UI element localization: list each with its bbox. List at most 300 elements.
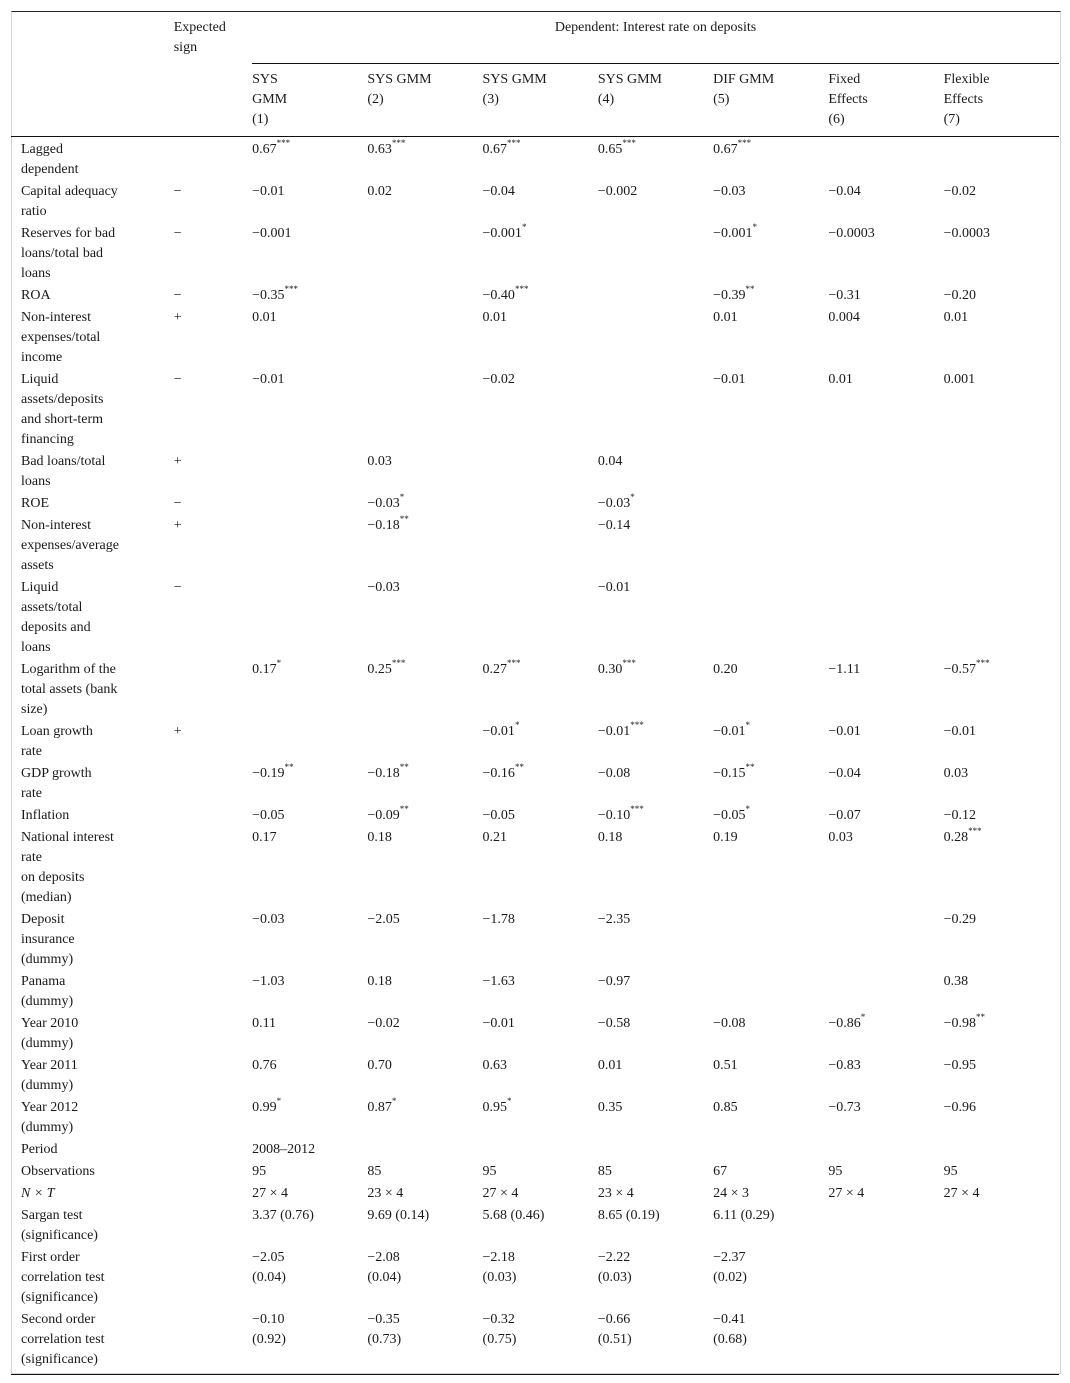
coefficient-value: 85: [597, 1163, 612, 1179]
coefficient-value: 0.95: [482, 1099, 508, 1115]
expected-sign-cell: [174, 909, 252, 971]
expected-sign-cell: +: [173, 517, 182, 533]
coefficient-value: −1.63: [482, 973, 515, 989]
coefficient-value: −0.73: [828, 1099, 861, 1115]
value-cell: [483, 763, 598, 805]
value-cell: [713, 493, 828, 515]
coefficient-value: 24 × 3: [713, 1185, 749, 1201]
value-cell: [367, 1055, 482, 1097]
table-row: [11, 1247, 1059, 1309]
significance-stars: **: [745, 761, 755, 772]
value-cell: [483, 909, 598, 971]
value-cell: [367, 136, 482, 181]
value-cell: [252, 515, 367, 577]
value-cell: [367, 493, 482, 515]
expected-sign-cell: [174, 1097, 252, 1139]
row-label: Year 2012 (dummy): [21, 1099, 79, 1135]
coefficient-value: −0.35 (0.73): [367, 1311, 402, 1347]
value-cell: [483, 1247, 598, 1309]
coefficient-value: 0.03: [828, 829, 853, 845]
value-cell: [828, 763, 943, 805]
table-row: [11, 909, 1059, 971]
value-cell: [944, 827, 1059, 909]
value-cell: [252, 1247, 367, 1309]
value-cell: [367, 307, 482, 369]
coefficient-value: −2.05 (0.04): [252, 1249, 286, 1285]
value-cell: [944, 1055, 1059, 1097]
value-cell: [598, 1205, 713, 1247]
table-row: [11, 721, 1059, 763]
coefficient-value: −0.10 (0.92): [252, 1311, 286, 1347]
value-cell: [483, 223, 598, 285]
value-cell: [252, 307, 367, 369]
table-row: [11, 136, 1059, 181]
value-cell: [483, 136, 598, 181]
row-label: Year 2010 (dummy): [21, 1015, 79, 1051]
significance-stars: *: [399, 491, 405, 502]
value-cell: [828, 451, 943, 493]
table-row: [11, 223, 1059, 285]
column-header-1: SYS GMM (1): [252, 63, 367, 136]
value-cell: [713, 1055, 828, 1097]
value-cell: [944, 223, 1059, 285]
expected-sign-cell: [174, 1205, 252, 1247]
value-cell: [828, 136, 943, 181]
value-cell: [483, 805, 598, 827]
coefficient-value: −0.18: [367, 517, 400, 533]
coefficient-value: 0.25: [367, 661, 392, 677]
value-cell: [483, 1183, 598, 1205]
expected-sign-cell: +: [173, 309, 182, 325]
value-cell: [713, 1013, 828, 1055]
expected-sign-cell: [174, 805, 252, 827]
coefficient-value: −0.97: [597, 973, 631, 989]
regression-table: [11, 11, 1059, 1375]
coefficient-value: −0.29: [943, 911, 977, 927]
expected-sign-cell: [174, 1309, 252, 1375]
value-cell: [828, 1013, 943, 1055]
expected-sign-cell: [174, 827, 252, 909]
value-cell: [828, 805, 943, 827]
value-cell: [483, 307, 598, 369]
value-cell: [483, 493, 598, 515]
coefficient-value: −0.01: [252, 183, 285, 199]
coefficient-value: 0.65: [597, 141, 623, 157]
row-label: Capital adequacy ratio: [21, 183, 118, 219]
value-cell: [828, 1205, 943, 1247]
value-cell: [598, 307, 713, 369]
significance-stars: *: [276, 1095, 282, 1106]
coefficient-value: −0.09: [367, 807, 400, 823]
header-blank-cell: [174, 63, 252, 136]
coefficient-value: −1.11: [828, 661, 861, 677]
header-row-2: [11, 63, 1059, 136]
coefficient-value: −2.18 (0.03): [482, 1249, 517, 1285]
value-cell: [252, 223, 367, 285]
coefficient-value: 0.27: [482, 661, 508, 677]
value-cell: [944, 369, 1059, 451]
coefficient-value: −2.35: [597, 911, 631, 927]
expected-sign-cell: [174, 971, 252, 1013]
value-cell: [483, 577, 598, 659]
value-cell: [828, 1055, 943, 1097]
significance-stars: ***: [968, 825, 982, 836]
row-label: Panama (dummy): [21, 973, 74, 1009]
coefficient-value: 0.17: [252, 829, 277, 845]
value-cell: [252, 805, 367, 827]
value-cell: [483, 181, 598, 223]
row-label: Non-interest expenses/average assets: [21, 517, 119, 573]
value-cell: [367, 181, 482, 223]
coefficient-value: 0.01: [252, 309, 277, 325]
table-row: [11, 1161, 1059, 1183]
value-cell: [713, 1247, 828, 1309]
significance-stars: *: [521, 221, 527, 232]
significance-stars: ***: [284, 283, 298, 294]
column-header-7: Flexible Effects (7): [944, 63, 1059, 136]
value-cell: [944, 1205, 1059, 1247]
significance-stars: ***: [514, 283, 529, 294]
coefficient-value: −0.002: [597, 183, 638, 199]
value-cell: [828, 1139, 943, 1161]
row-label: Period: [21, 1141, 58, 1157]
coefficient-value: 95: [943, 1163, 958, 1179]
table-row: [11, 659, 1059, 721]
value-cell: [713, 136, 828, 181]
value-cell: [252, 721, 367, 763]
table-row: [11, 763, 1059, 805]
coefficient-value: 67: [713, 1163, 728, 1179]
value-cell: [598, 369, 713, 451]
table-row: [11, 1205, 1059, 1247]
value-cell: [252, 763, 367, 805]
coefficient-value: 0.35: [597, 1099, 623, 1115]
value-cell: [713, 1097, 828, 1139]
expected-sign-cell: [174, 1055, 252, 1097]
value-cell: [367, 1309, 482, 1375]
coefficient-value: 0.38: [943, 973, 969, 989]
value-cell: [483, 1055, 598, 1097]
coefficient-value: 0.18: [597, 829, 623, 845]
coefficient-value: 6.11 (0.29): [713, 1207, 775, 1223]
value-cell: [944, 909, 1059, 971]
value-cell: [828, 1309, 943, 1375]
expected-sign-cell: [174, 136, 252, 181]
significance-stars: **: [976, 1011, 986, 1022]
value-cell: [367, 285, 482, 307]
coefficient-value: 0.51: [713, 1057, 738, 1073]
row-label: First order correlation test (significance): [21, 1249, 105, 1305]
coefficient-value: −0.01: [252, 371, 285, 387]
coefficient-value: −0.01: [597, 723, 631, 739]
coefficient-value: −0.83: [828, 1057, 861, 1073]
value-cell: [944, 181, 1059, 223]
significance-stars: *: [276, 657, 282, 668]
expected-sign-cell: [174, 1247, 252, 1309]
table-row: [11, 451, 1059, 493]
coefficient-value: −0.86: [828, 1015, 861, 1031]
value-cell: [944, 451, 1059, 493]
coefficient-value: 95: [482, 1163, 497, 1179]
coefficient-value: −0.001: [713, 225, 753, 241]
coefficient-value: −0.35: [252, 287, 285, 303]
value-cell: [944, 971, 1059, 1013]
value-cell: [598, 223, 713, 285]
value-cell: [252, 971, 367, 1013]
coefficient-value: 0.03: [943, 765, 969, 781]
value-cell: [483, 1161, 598, 1183]
coefficient-value: 27 × 4: [482, 1185, 519, 1201]
row-label: National interest rate on deposits (median): [21, 829, 114, 905]
value-cell: [252, 451, 367, 493]
coefficient-value: 0.02: [367, 183, 392, 199]
coefficient-value: 0.004: [828, 309, 860, 325]
value-cell: [598, 1183, 713, 1205]
value-cell: [598, 805, 713, 827]
row-label: ROE: [21, 495, 49, 511]
value-cell: [598, 493, 713, 515]
value-cell: [367, 223, 482, 285]
row-label: Inflation: [21, 807, 70, 823]
value-cell: [367, 1161, 482, 1183]
value-cell: [598, 136, 713, 181]
value-cell: [944, 1161, 1059, 1183]
coefficient-value: 0.85: [713, 1099, 738, 1115]
coefficient-value: 5.68 (0.46): [482, 1207, 545, 1223]
value-cell: [944, 515, 1059, 577]
row-label: Reserves for bad loans/total bad loans: [21, 225, 116, 281]
value-cell: [598, 909, 713, 971]
value-cell: [828, 307, 943, 369]
value-cell: [483, 369, 598, 451]
value-cell: [598, 971, 713, 1013]
coefficient-value: 0.04: [597, 453, 623, 469]
value-cell: [713, 285, 828, 307]
value-cell: [944, 763, 1059, 805]
significance-stars: ***: [391, 137, 406, 148]
row-label: Liquid assets/deposits and short-term financing: [21, 371, 104, 447]
coefficient-value: −0.41 (0.68): [713, 1311, 747, 1347]
significance-stars: *: [745, 803, 750, 814]
value-cell: [252, 1013, 367, 1055]
coefficient-value: −0.03: [367, 579, 400, 595]
value-cell: [828, 1161, 943, 1183]
coefficient-value: −0.01: [482, 1015, 515, 1031]
expected-sign-cell: [174, 1139, 252, 1161]
value-cell: [828, 577, 943, 659]
coefficient-value: 23 × 4: [597, 1185, 634, 1201]
coefficient-value: 23 × 4: [367, 1185, 404, 1201]
value-cell: [367, 1139, 482, 1161]
value-cell: [367, 1183, 482, 1205]
header-dependent: Dependent: Interest rate on deposits: [252, 11, 1059, 63]
row-label: Non-interest expenses/total income: [21, 309, 101, 365]
value-cell: [483, 971, 598, 1013]
table-row: [11, 971, 1059, 1013]
coefficient-value: −0.05: [482, 807, 515, 823]
coefficient-value: −0.01: [597, 579, 631, 595]
value-cell: [367, 909, 482, 971]
value-cell: [252, 1309, 367, 1375]
coefficient-value: −0.02: [482, 371, 515, 387]
coefficient-value: −0.66 (0.51): [597, 1311, 632, 1347]
value-cell: [713, 971, 828, 1013]
significance-stars: *: [745, 719, 750, 730]
value-cell: [598, 1247, 713, 1309]
coefficient-value: 0.67: [713, 141, 738, 157]
value-cell: [944, 1013, 1059, 1055]
row-label: GDP growth rate: [21, 765, 92, 801]
value-cell: [713, 721, 828, 763]
value-cell: [483, 451, 598, 493]
header-expected-sign: Expected sign: [173, 20, 226, 55]
coefficient-value: 27 × 4: [943, 1185, 980, 1201]
significance-stars: **: [399, 761, 409, 772]
significance-stars: ***: [630, 803, 644, 814]
significance-stars: ***: [737, 137, 752, 148]
table-row: [11, 827, 1059, 909]
value-cell: [713, 1309, 828, 1375]
significance-stars: ***: [976, 657, 990, 668]
value-cell: [598, 721, 713, 763]
value-cell: [713, 577, 828, 659]
value-cell: [367, 515, 482, 577]
table-row: [11, 515, 1059, 577]
table-row: [11, 1013, 1059, 1055]
coefficient-value: −0.58: [597, 1015, 631, 1031]
expected-sign-cell: [174, 1183, 252, 1205]
value-cell: [713, 307, 828, 369]
column-header-4: SYS GMM (4): [598, 63, 713, 136]
value-cell: [598, 827, 713, 909]
value-cell: [367, 1097, 482, 1139]
value-cell: [598, 659, 713, 721]
significance-stars: *: [752, 221, 757, 232]
value-cell: [944, 805, 1059, 827]
value-cell: [828, 223, 943, 285]
expected-sign-cell: +: [173, 453, 182, 469]
coefficient-value: −0.15: [713, 765, 746, 781]
coefficient-value: 0.01: [943, 309, 969, 325]
coefficient-value: −0.39: [713, 287, 746, 303]
row-label: Liquid assets/total deposits and loans: [21, 579, 91, 655]
value-cell: [367, 763, 482, 805]
value-cell: [713, 1139, 828, 1161]
significance-stars: ***: [276, 137, 291, 148]
value-cell: [483, 827, 598, 909]
value-cell: [367, 659, 482, 721]
value-cell: [828, 493, 943, 515]
value-cell: [713, 805, 828, 827]
coefficient-value: −0.02: [943, 183, 977, 199]
coefficient-value: −0.01: [482, 723, 515, 739]
header-blank-cell: [11, 63, 174, 136]
coefficient-value: 27 × 4: [252, 1185, 288, 1201]
coefficient-value: −0.01: [713, 723, 746, 739]
value-cell: [944, 493, 1059, 515]
coefficient-value: 0.18: [367, 973, 392, 989]
coefficient-value: 0.63: [482, 1057, 508, 1073]
coefficient-value: −0.07: [828, 807, 861, 823]
coefficient-value: −0.001: [482, 225, 522, 241]
expected-sign-cell: −: [173, 183, 182, 199]
value-cell: [944, 1247, 1059, 1309]
significance-stars: ***: [507, 657, 521, 668]
value-cell: [598, 451, 713, 493]
column-header-6: Fixed Effects (6): [828, 63, 943, 136]
coefficient-value: −1.78: [482, 911, 515, 927]
significance-stars: **: [514, 761, 524, 772]
column-header-2: SYS GMM (2): [367, 63, 482, 136]
significance-stars: *: [391, 1095, 397, 1106]
coefficient-value: −0.03: [367, 495, 400, 511]
value-cell: [252, 1139, 367, 1161]
coefficient-value: 0.21: [482, 829, 508, 845]
row-label: Logarithm of the total assets (bank size): [21, 661, 118, 717]
coefficient-value: −0.18: [367, 765, 400, 781]
expected-sign-cell: [174, 763, 252, 805]
coefficient-value: 0.11: [252, 1015, 277, 1031]
coefficient-value: 0.67: [482, 141, 508, 157]
coefficient-value: 0.01: [482, 309, 508, 325]
value-cell: [713, 515, 828, 577]
table-row: [11, 369, 1059, 451]
significance-stars: *: [860, 1011, 866, 1022]
header-row-1: [11, 11, 1059, 63]
value-cell: [828, 181, 943, 223]
coefficient-value: 2008–2012: [252, 1141, 316, 1157]
significance-stars: ***: [630, 719, 644, 730]
value-cell: [828, 1183, 943, 1205]
coefficient-value: 0.17: [252, 661, 277, 677]
value-cell: [483, 1205, 598, 1247]
significance-stars: ***: [622, 657, 636, 668]
expected-sign-cell: [174, 659, 252, 721]
value-cell: [598, 1309, 713, 1375]
table-header: [11, 11, 1059, 136]
expected-sign-cell: +: [173, 723, 182, 739]
value-cell: [598, 763, 713, 805]
value-cell: [828, 659, 943, 721]
value-cell: [713, 1205, 828, 1247]
coefficient-value: 0.67: [252, 141, 277, 157]
value-cell: [367, 451, 482, 493]
value-cell: [944, 285, 1059, 307]
value-cell: [252, 285, 367, 307]
value-cell: [598, 1139, 713, 1161]
coefficient-value: 9.69 (0.14): [367, 1207, 430, 1223]
table-row: [11, 181, 1059, 223]
table-row: [11, 307, 1059, 369]
expected-sign-cell: −: [173, 225, 182, 241]
coefficient-value: −0.03: [713, 183, 746, 199]
coefficient-value: −0.04: [828, 183, 861, 199]
value-cell: [367, 971, 482, 1013]
expected-sign-cell: [174, 1013, 252, 1055]
value-cell: [713, 763, 828, 805]
coefficient-value: −1.03: [252, 973, 285, 989]
value-cell: [598, 1161, 713, 1183]
value-cell: [483, 515, 598, 577]
value-cell: [483, 1013, 598, 1055]
value-cell: [367, 827, 482, 909]
row-label: Bad loans/total loans: [21, 453, 106, 489]
table-row: [11, 1097, 1059, 1139]
table-row: [11, 1309, 1059, 1375]
column-header-3: SYS GMM (3): [483, 63, 598, 136]
value-cell: [598, 1097, 713, 1139]
row-label: Second order correlation test (significance): [11, 1309, 174, 1375]
